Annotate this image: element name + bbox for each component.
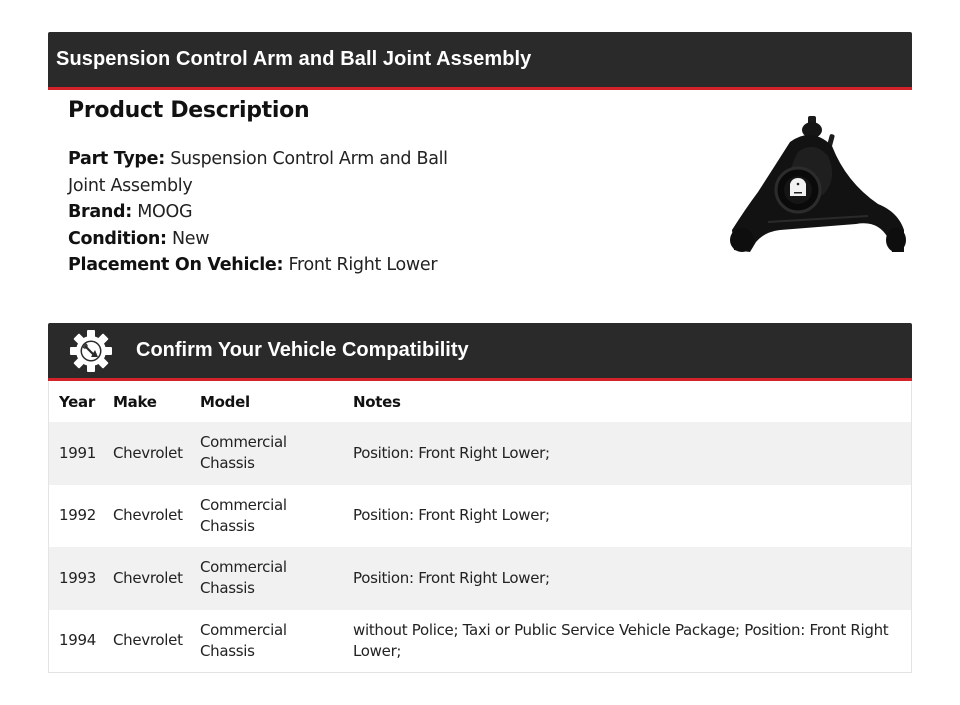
- spec-placement: [68, 252, 458, 279]
- cell-model-text: Commercial Chassis: [200, 620, 287, 660]
- table-row: [49, 485, 911, 548]
- cell-model: [190, 547, 343, 610]
- cell-model-text: Commercial Chassis: [200, 558, 287, 598]
- cell-notes: Position: Front Right Lower;: [353, 506, 550, 525]
- description-heading: Product Description: [68, 98, 310, 123]
- cell-notes-text: without Police; Taxi or Public Service Vehicle Package; Position: Front Right Lower;: [353, 620, 889, 660]
- control-arm-icon: [728, 112, 906, 260]
- spec-condition: [68, 226, 458, 253]
- cell-make: Chevrolet: [113, 506, 183, 525]
- cell-model: [190, 422, 343, 485]
- spec-value: Front Right Lower: [288, 255, 438, 275]
- cell-notes: [343, 610, 911, 673]
- title-bar: [48, 32, 912, 90]
- product-title: Suspension Control Arm and Ball Joint Assembly: [56, 48, 532, 70]
- cell-make: Chevrolet: [113, 443, 183, 462]
- table-row: [49, 422, 911, 485]
- cell-year: 1992: [59, 506, 96, 525]
- gear-icon: [69, 329, 113, 373]
- product-description: [68, 96, 688, 279]
- cell-year: 1991: [59, 443, 96, 462]
- cell-model-text: Commercial Chassis: [200, 495, 287, 535]
- cell-year: 1994: [59, 631, 96, 650]
- column-header-year: Year: [59, 392, 95, 411]
- spec-value: MOOG: [137, 202, 193, 222]
- column-header-make: Make: [113, 392, 157, 411]
- cell-model-text: Commercial Chassis: [200, 433, 287, 473]
- cell-model: [190, 485, 343, 548]
- cell-notes: Position: Front Right Lower;: [353, 443, 550, 462]
- spec-label: Brand:: [68, 202, 132, 222]
- cell-notes: Position: Front Right Lower;: [353, 568, 550, 587]
- compatibility-header: [48, 323, 912, 381]
- spec-value: New: [171, 228, 210, 249]
- compatibility-table: [48, 381, 912, 673]
- compatibility-title: Confirm Your Vehicle Compatibility: [136, 339, 469, 361]
- spec-brand: [68, 199, 458, 226]
- cell-make: Chevrolet: [113, 631, 183, 650]
- column-header-notes: Notes: [353, 392, 401, 411]
- table-header-row: [49, 381, 911, 422]
- cell-model: [190, 610, 343, 673]
- spec-part-type: [68, 146, 458, 199]
- cell-make: Chevrolet: [113, 568, 183, 587]
- spec-label: Part Type:: [68, 149, 165, 169]
- table-row: [49, 610, 911, 673]
- spec-list: [68, 146, 458, 279]
- spec-label: Placement On Vehicle:: [68, 255, 284, 275]
- spec-label: Condition:: [68, 228, 167, 249]
- table-row: [49, 547, 911, 610]
- column-header-model: Model: [200, 392, 250, 411]
- spec-value: Suspension Control Arm and Ball Joint Assembly: [68, 149, 448, 196]
- cell-year: 1993: [59, 568, 96, 587]
- product-image: [728, 112, 906, 260]
